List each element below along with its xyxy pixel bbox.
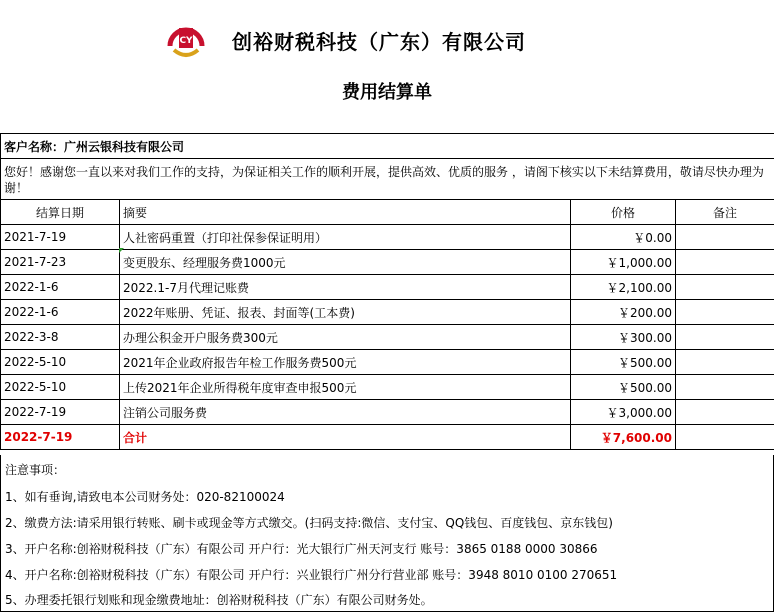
row-summary: 上传2021年企业所得税年度审查申报500元 [120, 375, 571, 400]
table-row [1, 375, 774, 400]
row-price: ￥1,000.00 [571, 250, 676, 275]
logo-text: CY [179, 36, 193, 46]
settlement-table [0, 133, 774, 450]
row-remark [676, 275, 774, 300]
table-row [1, 350, 774, 375]
note-item: 3、开户名称:创裕财税科技（广东）有限公司 开户行：光大银行广州天河支行 账号：3865 0188 0000 30866 [5, 542, 598, 556]
total-remark [676, 425, 774, 450]
note-item: 1、如有垂询,请致电本公司财务处：020-82100024 [5, 490, 285, 504]
settlement-sheet [0, 133, 774, 450]
row-date: 2022-7-19 [1, 400, 120, 425]
row-price: ￥500.00 [571, 375, 676, 400]
header-date: 结算日期 [1, 200, 120, 225]
total-row [1, 425, 774, 450]
row-price: ￥300.00 [571, 325, 676, 350]
row-price: ￥0.00 [571, 225, 676, 250]
row-date: 2021-7-19 [1, 225, 120, 250]
row-remark [676, 325, 774, 350]
row-remark [676, 375, 774, 400]
table-row [1, 250, 774, 275]
row-price: ￥500.00 [571, 350, 676, 375]
row-date: 2022-5-10 [1, 350, 120, 375]
total-date: 2022-7-19 [1, 425, 120, 450]
notes-section [0, 455, 774, 612]
company-logo-icon [162, 16, 210, 64]
row-summary: 办理公积金开户服务费300元 [120, 325, 571, 350]
table-row [1, 225, 774, 250]
row-date: 2022-1-6 [1, 275, 120, 300]
row-remark [676, 400, 774, 425]
table-row [1, 300, 774, 325]
customer-label: 客户名称： [4, 139, 65, 154]
row-date: 2022-1-6 [1, 300, 120, 325]
row-summary: 2022年账册、凭证、报表、封面等(工本费) [120, 300, 571, 325]
note-item: 5、办理委托银行划账和现金缴费地址：创裕财税科技（广东）有限公司财务处。 [5, 593, 433, 607]
row-summary: 人社密码重置（打印社保参保证明用） [120, 225, 571, 250]
company-name: 创裕财税科技（广东）有限公司 [232, 30, 526, 54]
row-remark [676, 350, 774, 375]
table-row [1, 400, 774, 425]
row-price: ￥2,100.00 [571, 275, 676, 300]
document-header [0, 0, 774, 103]
row-summary: 变更股东、经理服务费1000元 [120, 250, 571, 275]
row-summary: 2022.1-7月代理记账费 [120, 275, 571, 300]
note-item: 4、开户名称:创裕财税科技（广东）有限公司 开户行：兴业银行广州分行营业部 账号：3948 8010 0100 270651 [5, 568, 618, 582]
row-date: 2021-7-23 [1, 250, 120, 275]
row-price: ￥200.00 [571, 300, 676, 325]
row-remark [676, 250, 774, 275]
greeting-row [1, 159, 774, 200]
table-row [1, 275, 774, 300]
row-summary: 2021年企业政府报告年检工作服务费500元 [120, 350, 571, 375]
customer-row [1, 134, 774, 159]
header-price: 价格 [571, 200, 676, 225]
row-remark [676, 300, 774, 325]
header-remark: 备注 [676, 200, 774, 225]
notes-title: 注意事项： [5, 463, 66, 477]
row-remark [676, 225, 774, 250]
row-summary: 注销公司服务费 [120, 400, 571, 425]
greeting-text: 您好！感谢您一直以来对我们工作的支持，为保证相关工作的顺利开展，提供高效、优质的服务 ，请阁下核实以下未结算费用，敬请尽快办理为谢！ [1, 159, 774, 200]
total-price: ￥7,600.00 [571, 425, 676, 450]
customer-cell [1, 134, 774, 159]
total-label: 合计 [120, 425, 571, 450]
table-row [1, 325, 774, 350]
customer-name: 广州云银科技有限公司 [64, 139, 185, 154]
row-price: ￥3,000.00 [571, 400, 676, 425]
row-date: 2022-3-8 [1, 325, 120, 350]
header-summary: 摘要 [120, 200, 571, 225]
note-item: 2、缴费方法:请采用银行转账、刷卡或现金等方式缴交。(扫码支持:微信、支付宝、QQ钱包、百度钱包、京东钱包) [5, 516, 613, 530]
table-header-row [1, 200, 774, 225]
row-date: 2022-5-10 [1, 375, 120, 400]
document-title: 费用结算单 [342, 82, 432, 103]
cell-comment-indicator-icon [119, 248, 124, 253]
